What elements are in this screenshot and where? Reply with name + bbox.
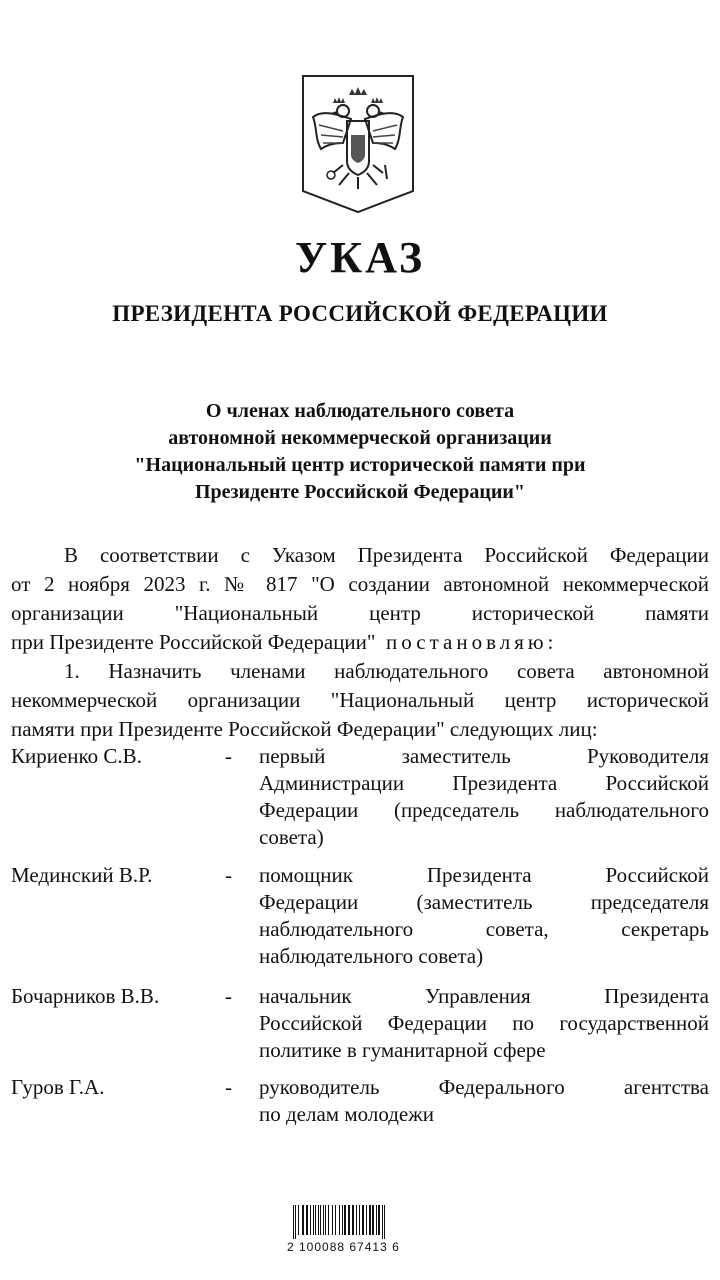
barcode-bar	[372, 1205, 374, 1235]
subject-line: Президенте Российской Федерации"	[194, 481, 526, 503]
subject-line: О членах наблюдательного совета	[205, 400, 515, 422]
member-role	[259, 862, 709, 970]
decree-word: постановляю:	[386, 630, 558, 654]
subject-line: автономной некоммерческой организации	[168, 427, 552, 449]
barcode-bar	[348, 1205, 350, 1235]
coat-of-arms-icon	[299, 73, 417, 215]
member-dash: -	[225, 1075, 232, 1099]
barcode-bar	[325, 1205, 326, 1235]
barcode-bar	[342, 1205, 343, 1235]
role-line: Администрации Президента Российской	[259, 771, 709, 795]
preamble-line: организации "Национальный центр исторической памяти	[11, 601, 709, 625]
barcode-bar	[323, 1205, 324, 1235]
barcode-bar	[359, 1205, 360, 1235]
member-name: Мединский В.Р.	[11, 863, 153, 887]
barcode-bar	[318, 1205, 319, 1235]
barcode-bar	[313, 1205, 314, 1235]
barcode-bar	[366, 1205, 367, 1235]
barcode-bar	[339, 1205, 340, 1235]
member-name: Кириенко С.В.	[11, 744, 142, 768]
barcode-icon	[287, 1195, 447, 1240]
role-line: руководитель Федерального агентства	[259, 1075, 709, 1099]
barcode-bar	[302, 1205, 304, 1235]
clause-line: 1. Назначить членами наблюдательного совета автономной	[64, 659, 709, 683]
member-dash: -	[225, 744, 232, 768]
barcode-bar	[306, 1205, 308, 1235]
clause-line: памяти при Президенте Российской Федерации" следующих лиц:	[11, 717, 598, 741]
barcode-bar	[310, 1205, 311, 1235]
barcode-bar	[298, 1205, 299, 1235]
coat-of-arms-emblem	[299, 73, 417, 215]
role-line: по делам молодежи	[259, 1102, 434, 1126]
role-line: первый заместитель Руководителя	[259, 744, 709, 768]
barcode-bar	[384, 1205, 385, 1239]
role-line: Российской Федерации по государственной	[259, 1011, 709, 1035]
barcode-bar	[293, 1205, 294, 1239]
barcode-bar	[378, 1205, 380, 1235]
preamble-line: от 2 ноября 2023 г. № 817 "О создании автономной некоммерческой	[11, 572, 709, 596]
barcode-bar	[328, 1205, 329, 1235]
member-name: Гуров Г.А.	[11, 1075, 105, 1099]
member-role	[259, 1074, 709, 1128]
document-subtitle: ПРЕЗИДЕНТА РОССИЙСКОЙ ФЕДЕРАЦИИ	[112, 301, 608, 326]
preamble-last-line	[11, 628, 709, 657]
barcode-bar	[315, 1205, 316, 1235]
member-role	[259, 743, 709, 851]
subject-line: "Национальный центр исторической памяти при	[134, 454, 586, 476]
preamble-line: при Президенте Российской Федерации"	[11, 630, 376, 654]
barcode-bar	[356, 1205, 357, 1235]
member-role	[259, 983, 709, 1064]
role-line: совета)	[259, 825, 324, 849]
barcode-bar	[369, 1205, 371, 1235]
barcode-bar	[335, 1205, 336, 1235]
role-line: политике в гуманитарной сфере	[259, 1038, 546, 1062]
barcode-bar	[352, 1205, 354, 1235]
barcode-bar	[362, 1205, 364, 1235]
role-line: наблюдательного совета, секретарь	[259, 917, 709, 941]
role-line: начальник Управления Президента	[259, 984, 709, 1008]
barcode-bar	[344, 1205, 346, 1235]
document-title: УКАЗ	[294, 233, 426, 282]
preamble-line: В соответствии с Указом Президента Российской Федерации	[64, 543, 709, 567]
role-line: помощник Президента Российской	[259, 863, 709, 887]
role-line: Федерации (председатель наблюдательного	[259, 798, 709, 822]
barcode-bar	[332, 1205, 333, 1235]
member-name: Бочарников В.В.	[11, 984, 160, 1008]
barcode-bar	[376, 1205, 377, 1235]
barcode-bar	[382, 1205, 383, 1239]
member-dash: -	[225, 984, 232, 1008]
role-line: наблюдательного совета)	[259, 944, 484, 968]
barcode-bar	[295, 1205, 296, 1239]
member-dash: -	[225, 863, 232, 887]
decree-body	[11, 541, 709, 744]
clause-line: некоммерческой организации "Национальный центр исторической	[11, 688, 709, 712]
role-line: Федерации (заместитель председателя	[259, 890, 709, 914]
barcode-bar	[320, 1205, 321, 1235]
decree-subject	[0, 398, 720, 506]
barcode-number: 2 100088 67413 6	[287, 1240, 400, 1254]
